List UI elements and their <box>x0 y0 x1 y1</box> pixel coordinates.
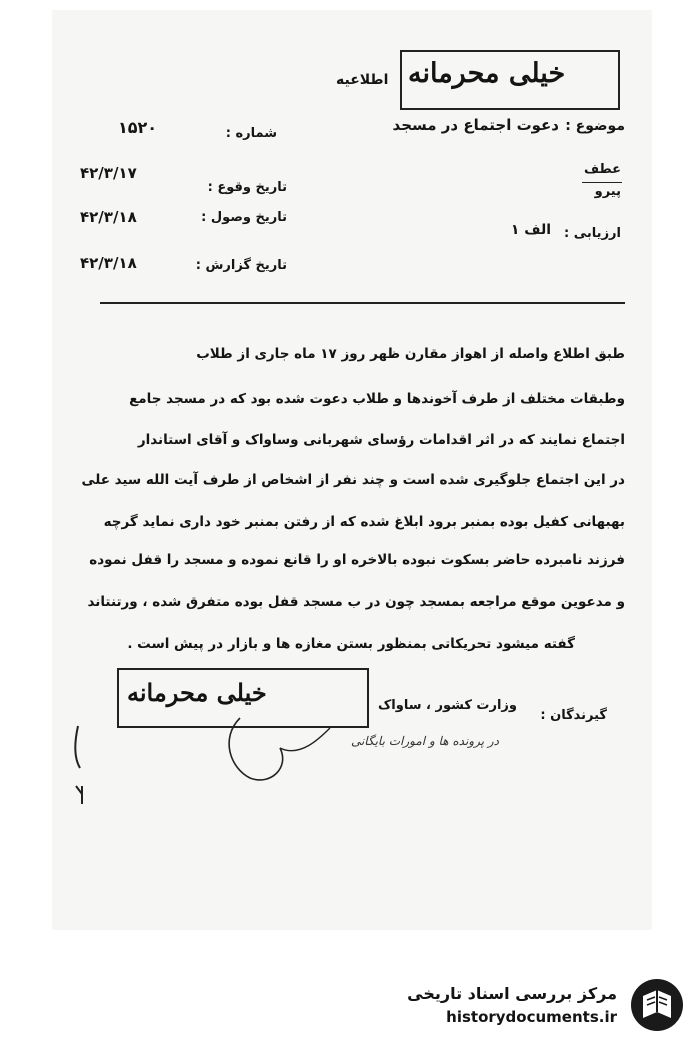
recipients-label: گیرندگان : <box>540 708 607 723</box>
body-line: وطبقات مختلف از طرف آخوندها و طلاب دعوت شده بود که در مسجد جامع <box>129 391 625 407</box>
body-line: طبق اطلاع واصله از اهواز مقارن ظهر روز ۱۷ ماه جاری از طلاب <box>196 346 625 362</box>
number-value: ۱۵۲۰ <box>118 118 158 137</box>
reference-label: عطف <box>583 162 621 177</box>
book-logo-icon <box>628 976 686 1034</box>
receipt-date-label: تاریخ وصول : <box>201 210 287 225</box>
footer-org-name: مرکز بررسی اسناد تاریخی <box>407 984 617 1003</box>
subject-value: دعوت اجتماع در مسجد <box>392 116 559 134</box>
margin-mark-icon <box>72 724 88 814</box>
footer-website-link[interactable]: historydocuments.ir <box>446 1008 617 1026</box>
top-confidential-stamp-text: خیلی محرمانه <box>408 58 566 89</box>
header-divider <box>100 302 625 304</box>
body-line: در این اجتماع جلوگیری شده است و چند نفر از اشخاص از طرف آیت الله سید علی <box>81 472 625 488</box>
followup-label: پیرو <box>594 184 621 199</box>
body-line: اجتماع نمایند که در اثر اقدامات رؤسای شهربانی وساواک و آقای استاندار <box>137 432 625 448</box>
notice-label: اطلاعیه <box>336 72 389 88</box>
handwritten-note: در پرونده ها و امورات بایگانی <box>350 734 499 748</box>
report-date-label: تاریخ گزارش : <box>195 258 287 273</box>
body-line: فرزند نامبرده حاضر بسکوت نبوده بالاخره او را قانع نموده و مسجد را قفل نموده <box>89 552 625 568</box>
report-date-value: ۴۲/۳/۱۸ <box>80 254 137 272</box>
receipt-date-value: ۴۲/۳/۱۸ <box>80 208 137 226</box>
number-label: شماره : <box>225 126 277 141</box>
subject-label: موضوع : <box>565 118 625 134</box>
body-line: گفته میشود تحریکاتی بمنظور بستن مغازه ها و بازار در پیش است . <box>127 636 575 652</box>
event-date-label: تاریخ وقوع : <box>207 180 287 195</box>
recipients-value: وزارت کشور ، ساواک <box>377 698 517 713</box>
handwritten-scribble-icon <box>220 708 340 788</box>
event-date-value: ۴۲/۳/۱۷ <box>80 164 137 182</box>
body-line: بهبهانی کفیل بوده بمنبر برود ابلاغ شده که از رفتن بمنبر خود داری نماید گرچه <box>103 514 625 530</box>
document-paper <box>52 10 652 930</box>
evaluation-label: ارزیابی : <box>564 226 621 241</box>
reference-divider <box>582 182 622 183</box>
evaluation-value: الف ۱ <box>510 222 551 238</box>
body-line: و مدعوین موقع مراجعه بمسجد چون در ب مسجد قفل بوده متفرق شده ، ورتنتاند <box>87 594 625 610</box>
bottom-confidential-stamp-text: خیلی محرمانه <box>127 678 267 707</box>
